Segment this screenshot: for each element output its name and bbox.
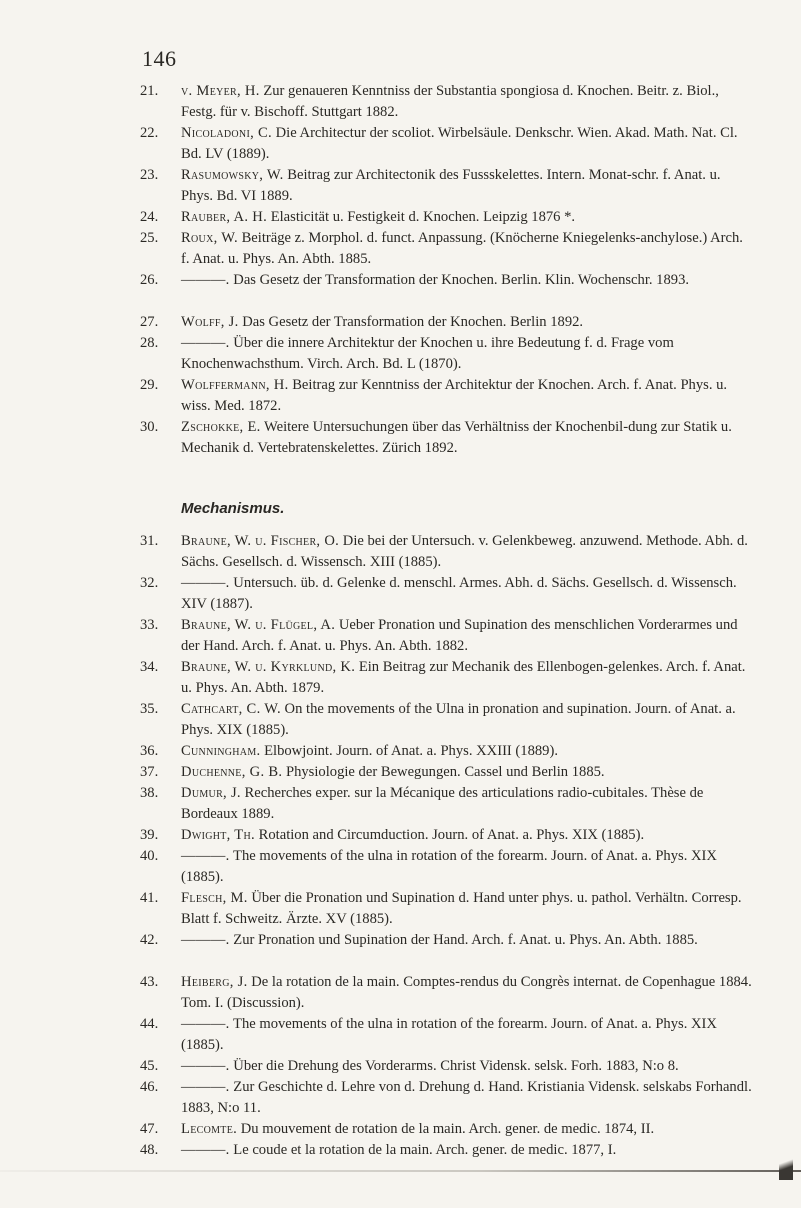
reference-author: Cathcart, C. W. [181, 701, 281, 717]
reference-entry [140, 333, 752, 374]
reference-citation: Beitrag zur Architectonik des Fussskelettes. Intern. Monat-schr. f. Anat. u. Phys. Bd. VI 1889. [181, 167, 721, 204]
reference-number: 34. [140, 659, 159, 675]
reference-text [140, 741, 752, 762]
reference-text [140, 930, 752, 951]
reference-entry [140, 270, 752, 291]
reference-entry [140, 930, 752, 951]
reference-text [140, 165, 752, 206]
reference-text [140, 783, 752, 824]
reference-citation: Le coude et la rotation de la main. Arch. gener. de medic. 1877, I. [229, 1142, 617, 1158]
reference-author: Rasumowsky, W. [181, 167, 284, 183]
reference-author: Braune, W. u. Fischer, O. [181, 533, 340, 549]
reference-entry [140, 741, 752, 762]
reference-citation: The movements of the ulna in rotation of the forearm. Journ. of Anat. a. Phys. XIX (1885). [181, 1016, 717, 1053]
reference-text [140, 375, 752, 416]
reference-author: Braune, W. u. Flügel, A. [181, 617, 336, 633]
reference-citation: Rotation and Circumduction. Journ. of Anat. a. Phys. XIX (1885). [254, 827, 645, 843]
page-number: 146 [142, 46, 177, 71]
reference-entry [140, 972, 752, 1013]
reference-entry [140, 573, 752, 614]
reference-author: Wolff, J. [181, 314, 239, 330]
reference-entry [140, 1119, 752, 1140]
reference-entry [140, 615, 752, 656]
reference-number: 42. [140, 932, 159, 948]
reference-citation: Ein Beitrag zur Mechanik des Ellenbogen-gelenkes. Arch. f. Anat. u. Phys. An. Abth. 1879. [181, 659, 746, 696]
reference-number: 23. [140, 167, 159, 183]
reference-number: 47. [140, 1121, 159, 1137]
reference-text [140, 972, 752, 1013]
reference-entry [140, 375, 752, 416]
reference-author: Flesch, M. [181, 890, 248, 906]
reference-citation: Du mouvement de rotation de la main. Arch. gener. de medic. 1874, II. [237, 1121, 655, 1137]
reference-author: ———. [181, 1016, 230, 1032]
reference-number: 24. [140, 209, 159, 225]
reference-number: 40. [140, 848, 159, 864]
reference-citation: Zur Pronation und Supination der Hand. Arch. f. Anat. u. Phys. An. Abth. 1885. [229, 932, 698, 948]
reference-number: 26. [140, 272, 159, 288]
reference-citation: The movements of the ulna in rotation of the forearm. Journ. of Anat. a. Phys. XIX (1885). [181, 848, 717, 885]
reference-number: 25. [140, 230, 159, 246]
reference-number: 28. [140, 335, 159, 351]
reference-entry [140, 531, 752, 572]
reference-author: ———. [181, 272, 230, 288]
reference-number: 45. [140, 1058, 159, 1074]
reference-citation: Beiträge z. Morphol. d. funct. Anpassung. (Knöcherne Kniegelenks-anchylose.) Arch. f. Anat. u. Phys. An. Abth. 1885. [181, 230, 743, 267]
reference-citation: Beitrag zur Kenntniss der Architektur der Knochen. Arch. f. Anat. Phys. u. wiss. Med. 1872. [181, 377, 728, 414]
reference-citation: Physiologie der Bewegungen. Cassel und Berlin 1885. [282, 764, 605, 780]
reference-number: 33. [140, 617, 159, 633]
reference-author: Heiberg, J. [181, 974, 248, 990]
reference-text [140, 573, 752, 614]
reference-entry [140, 228, 752, 269]
reference-text [140, 333, 752, 374]
reference-entry [140, 207, 752, 228]
reference-entry [140, 1140, 752, 1161]
reference-number: 35. [140, 701, 159, 717]
reference-author: ———. [181, 1079, 230, 1095]
reference-number: 29. [140, 377, 159, 393]
reference-text [140, 657, 752, 698]
reference-text [140, 123, 752, 164]
reference-author: Braune, W. u. Kyrklund, K. [181, 659, 356, 675]
reference-entry [140, 1077, 752, 1118]
reference-author: Wolffermann, H. [181, 377, 289, 393]
reference-number: 31. [140, 533, 159, 549]
reference-text [140, 270, 752, 291]
reference-number: 30. [140, 419, 159, 435]
reference-citation: Recherches exper. sur la Mécanique des articulations radio-cubitales. Thèse de Bordeaux 1889. [181, 785, 704, 822]
reference-citation: Weitere Untersuchungen über das Verhältniss der Knochenbil-dung zur Statik u. Mechanik d. Vertebratenskelettes. Zürich 1892. [181, 419, 732, 456]
reference-number: 27. [140, 314, 159, 330]
reference-entry [140, 888, 752, 929]
reference-number: 32. [140, 575, 159, 591]
reference-entry [140, 123, 752, 164]
reference-number: 44. [140, 1016, 159, 1032]
reference-entry [140, 825, 752, 846]
reference-author: Cunningham. [181, 743, 261, 759]
reference-citation: Die Architectur der scoliot. Wirbelsäule. Denkschr. Wien. Akad. Math. Nat. Cl. Bd. LV (1889). [181, 125, 738, 162]
reference-author: Rauber, A. H. [181, 209, 268, 225]
reference-text [140, 825, 752, 846]
reference-text [140, 699, 752, 740]
reference-entry [140, 1056, 752, 1077]
reference-citation: Untersuch. üb. d. Gelenke d. menschl. Armes. Abh. d. Sächs. Gesellsch. d. Wissensch. XIV (1887). [181, 575, 737, 612]
reference-author: ———. [181, 1058, 230, 1074]
reference-text [140, 1056, 752, 1077]
reference-entry [140, 165, 752, 206]
reference-number: 39. [140, 827, 159, 843]
reference-author: Nicoladoni, C. [181, 125, 272, 141]
reference-entry [140, 312, 752, 333]
reference-citation: Über die Pronation und Supination d. Hand unter phys. u. pathol. Verhältn. Corresp. Blatt f. Schweitz. Ärzte. XV (1885). [181, 890, 742, 927]
reference-number: 46. [140, 1079, 159, 1095]
page-corner-mark [779, 1150, 793, 1180]
reference-entry [140, 783, 752, 824]
reference-author: ———. [181, 575, 230, 591]
reference-author: Dumur, J. [181, 785, 241, 801]
reference-entry [140, 762, 752, 783]
reference-author: ———. [181, 335, 230, 351]
reference-text [140, 1077, 752, 1118]
reference-entry [140, 657, 752, 698]
reference-text [140, 228, 752, 269]
reference-text [140, 615, 752, 656]
reference-entry [140, 1014, 752, 1055]
reference-citation: Über die Drehung des Vorderarms. Christ Vidensk. selsk. Forh. 1883, N:o 8. [229, 1058, 679, 1074]
reference-entry [140, 417, 752, 458]
reference-entry [140, 81, 752, 122]
reference-author: v. Meyer, H. [181, 83, 260, 99]
reference-text [140, 81, 752, 122]
reference-text [140, 207, 752, 228]
reference-author: ———. [181, 932, 230, 948]
reference-entry [140, 846, 752, 887]
reference-citation: Ueber Pronation und Supination des menschlichen Vorderarmes und der Hand. Arch. f. Anat. u. Phys. An. Abth. 1882. [181, 617, 738, 654]
reference-author: Duchenne, G. B. [181, 764, 283, 780]
page-bottom-shadow [0, 1170, 801, 1172]
reference-citation: Das Gesetz der Transformation der Knochen. Berlin. Klin. Wochenschr. 1893. [229, 272, 690, 288]
reference-author: ———. [181, 848, 230, 864]
reference-citation: De la rotation de la main. Comptes-rendus du Congrès internat. de Copenhague 1884. Tom. I. (Discussion). [181, 974, 752, 1011]
reference-citation: Über die innere Architektur der Knochen u. ihre Bedeutung f. d. Frage vom Knochenwachsthum. Virch. Arch. Bd. L (1870). [181, 335, 674, 372]
reference-author: Lecomte. [181, 1121, 238, 1137]
reference-number: 43. [140, 974, 159, 990]
reference-text [140, 1014, 752, 1055]
reference-number: 22. [140, 125, 159, 141]
reference-text [140, 312, 752, 333]
reference-citation: On the movements of the Ulna in pronation and supination. Journ. of Anat. a. Phys. XIX (1885). [181, 701, 736, 738]
reference-text [140, 762, 752, 783]
reference-number: 37. [140, 764, 159, 780]
reference-citation: Zur Geschichte d. Lehre von d. Drehung d. Hand. Kristiania Vidensk. selskabs Forhandl. 1883, N:o 11. [181, 1079, 752, 1116]
reference-text [140, 1140, 752, 1161]
reference-citation: Die bei der Untersuch. v. Gelenkbeweg. anzuwend. Methode. Abh. d. Sächs. Gesellsch. d. Wissensch. XIII (1885). [181, 533, 748, 570]
reference-number: 38. [140, 785, 159, 801]
reference-entry [140, 699, 752, 740]
reference-author: Dwight, Th. [181, 827, 255, 843]
reference-number: 48. [140, 1142, 159, 1158]
reference-author: ———. [181, 1142, 230, 1158]
reference-author: Zschokke, E. [181, 419, 261, 435]
reference-text [140, 888, 752, 929]
reference-text [140, 531, 752, 572]
reference-text [140, 417, 752, 458]
reference-citation: Elbowjoint. Journ. of Anat. a. Phys. XXIII (1889). [260, 743, 558, 759]
reference-author: Roux, W. [181, 230, 238, 246]
reference-number: 41. [140, 890, 159, 906]
reference-text [140, 1119, 752, 1140]
section-heading: Mechanismus. [181, 500, 285, 517]
reference-citation: Das Gesetz der Transformation der Knochen. Berlin 1892. [238, 314, 584, 330]
reference-citation: Elasticität u. Festigkeit d. Knochen. Leipzig 1876 *. [267, 209, 576, 225]
reference-number: 21. [140, 83, 159, 99]
reference-text [140, 846, 752, 887]
reference-citation: Zur genaueren Kenntniss der Substantia spongiosa d. Knochen. Beitr. z. Biol., Festg. für v. Bischoff. Stuttgart 1882. [181, 83, 719, 120]
reference-number: 36. [140, 743, 159, 759]
